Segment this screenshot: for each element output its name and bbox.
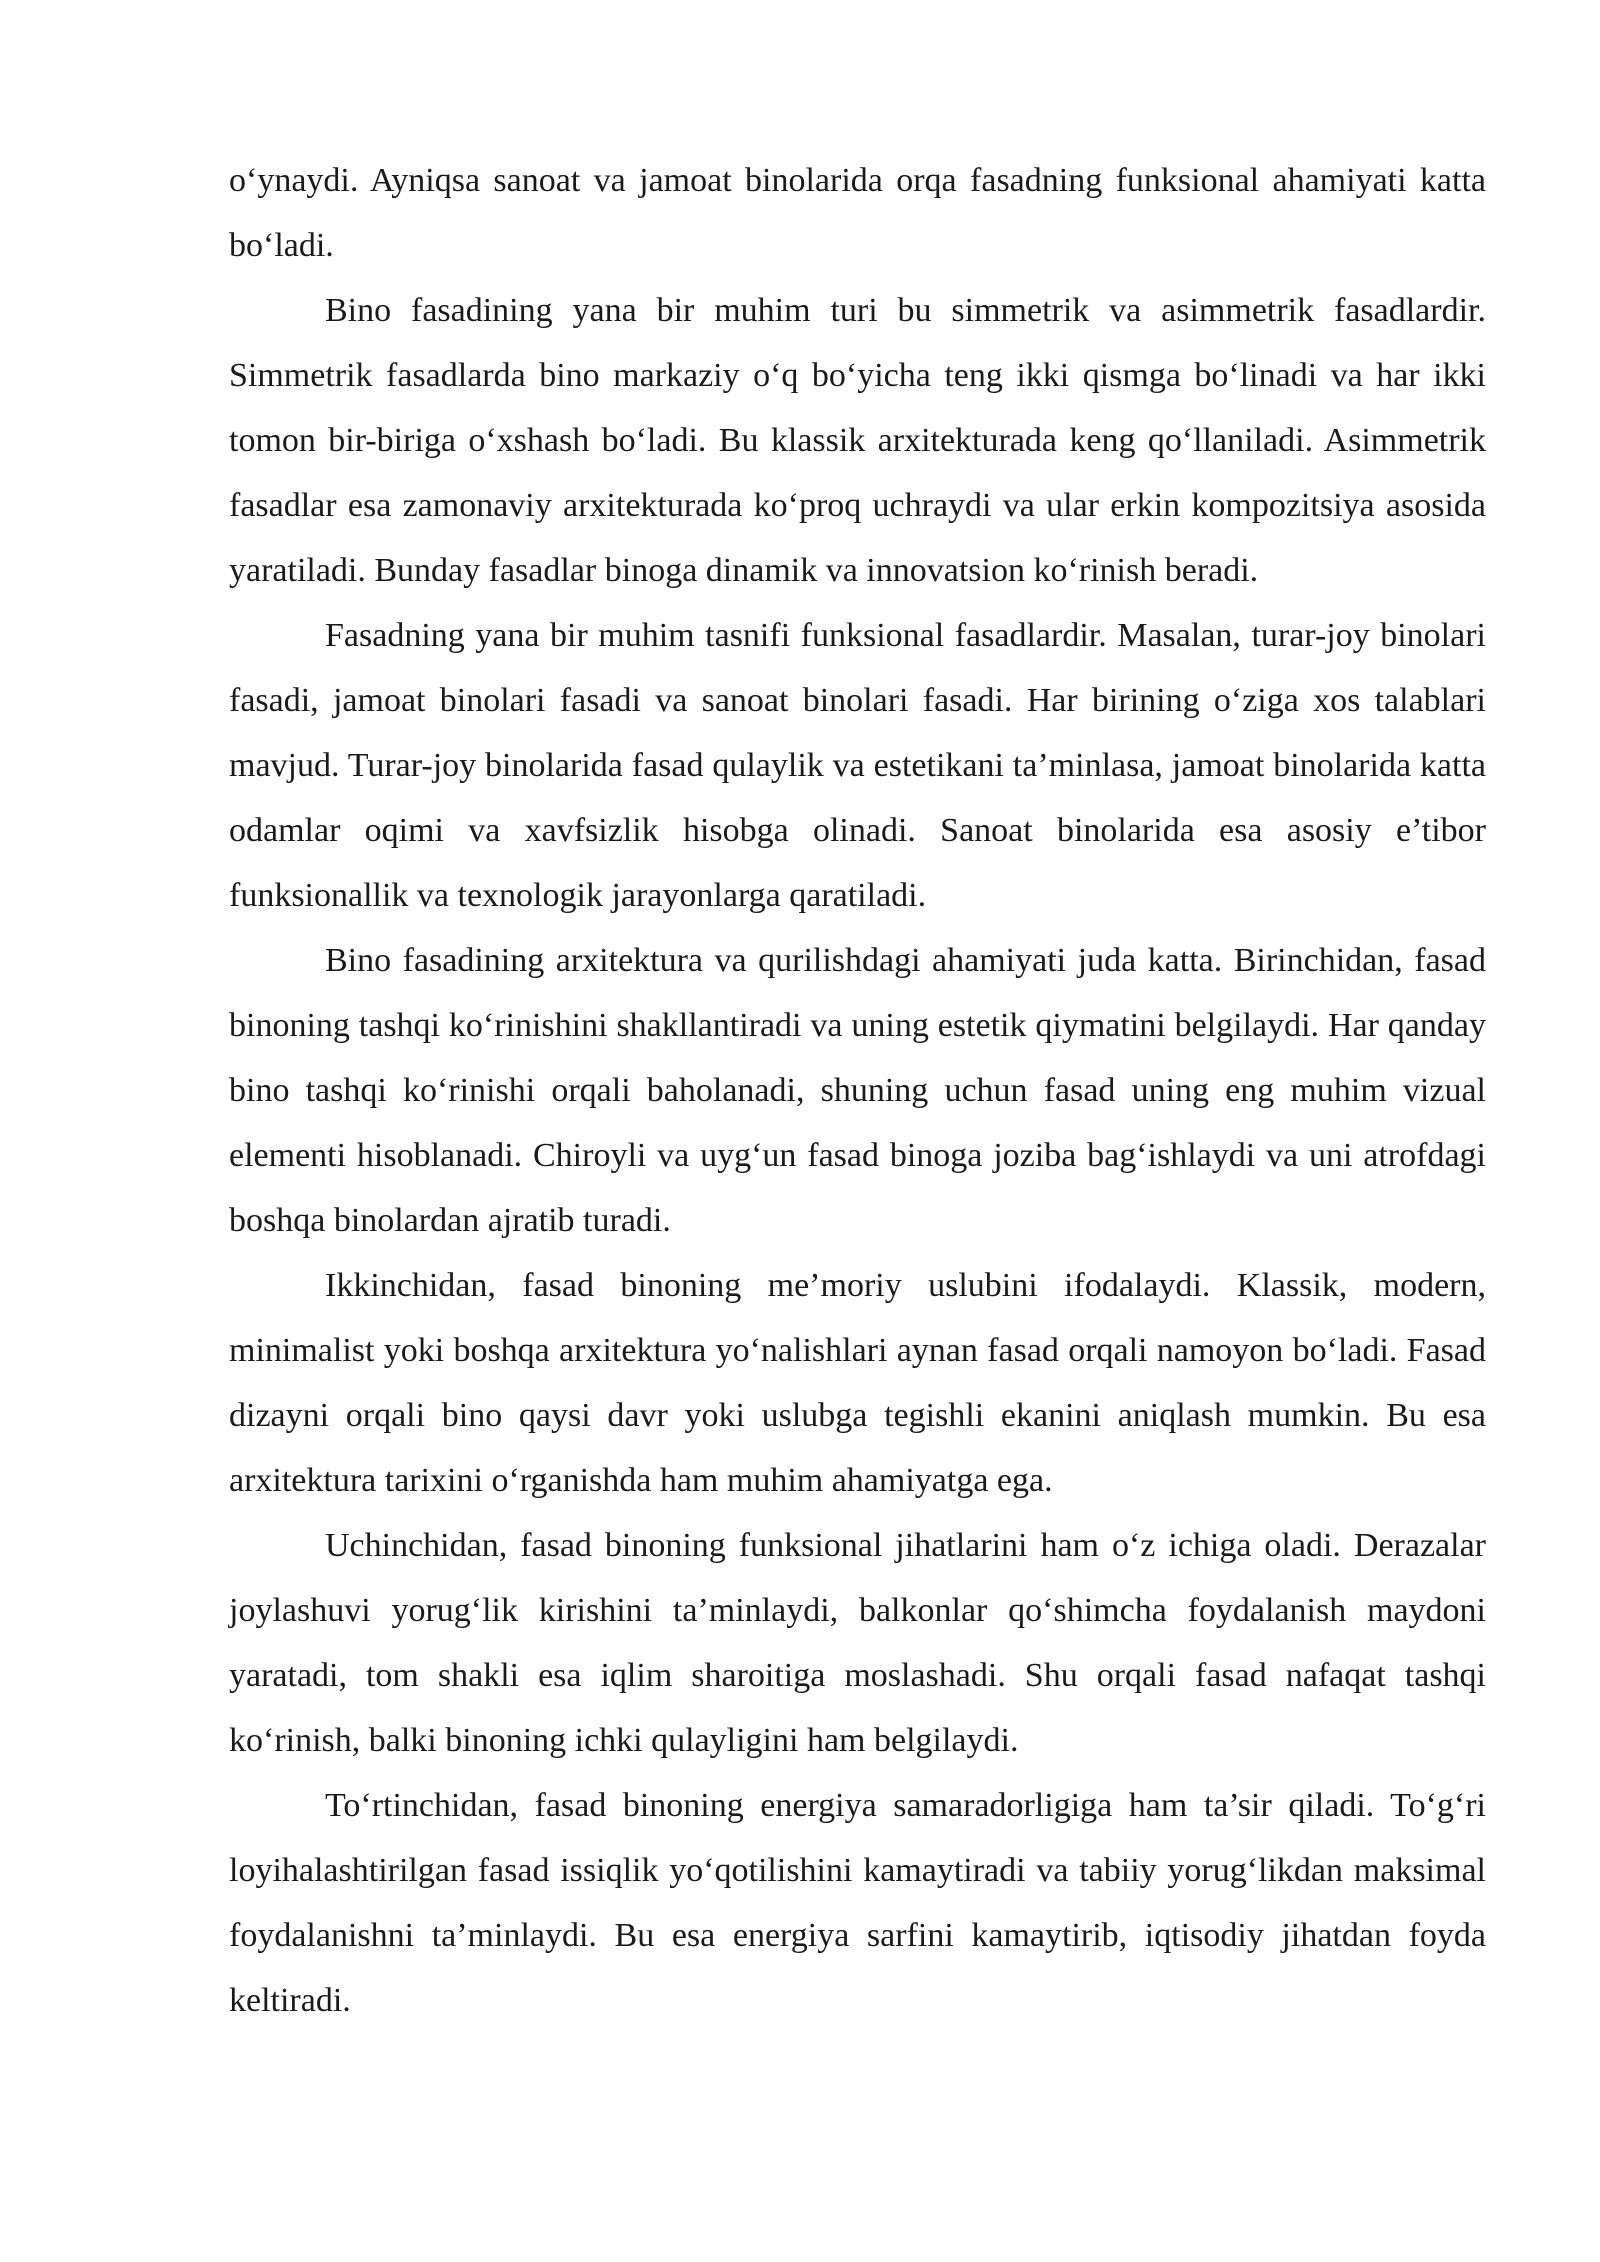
paragraph-fourth-importance: To‘rtinchidan, fasad binoning energiya samaradorligiga ham ta’sir qiladi. To‘g‘ri loyihalashtirilgan fasad issiqlik yo‘qotilishini kamaytiradi va tabiiy yorug‘likdan maksimal foydalanishni ta’minlaydi. Bu esa energiya sarfini kamaytirib, iqtisodiy jihatdan foyda keltiradi. — [229, 1787, 1486, 2019]
paragraph-third-importance: Uchinchidan, fasad binoning funksional jihatlarini ham o‘z ichiga oladi. Derazalar joylashuvi yorug‘lik kirishini ta’minlaydi, balkonlar qo‘shimcha foydalanish maydoni yaratadi, tom shakli esa iqlim sharoitiga moslashadi. Shu orqali fasad nafaqat tashqi ko‘rinish, balki binoning ichki qulayligini ham belgilaydi. — [229, 1527, 1486, 1759]
paragraph-first-importance: Bino fasadining arxitektura va qurilishdagi ahamiyati juda katta. Birinchidan, fasad binoning tashqi ko‘rinishini shakllantiradi va uning estetik qiymatini belgilaydi. Har qanday bino tashqi ko‘rinishi orqali baholanadi, shuning uchun fasad uning eng muhim vizual elementi hisoblanadi. Chiroyli va uyg‘un fasad binoga joziba bag‘ishlaydi va uni atrofdagi boshqa binolardan ajratib turadi. — [229, 942, 1486, 1239]
paragraph-second-importance: Ikkinchidan, fasad binoning me’moriy uslubini ifodalaydi. Klassik, modern, minimalist yoki boshqa arxitektura yo‘nalishlari aynan fasad orqali namoyon bo‘ladi. Fasad dizayni orqali bino qaysi davr yoki uslubga tegishli ekanini aniqlash mumkin. Bu esa arxitektura tarixini o‘rganishda ham muhim ahamiyatga ega. — [229, 1267, 1486, 1499]
paragraph-symmetric-facades: Bino fasadining yana bir muhim turi bu simmetrik va asimmetrik fasadlardir. Simmetrik fasadlarda bino markaziy o‘q bo‘yicha teng ikki qismga bo‘linadi va har ikki tomon bir-biriga o‘xshash bo‘ladi. Bu klassik arxitekturada keng qo‘llaniladi. Asimmetrik fasadlar esa zamonaviy arxitekturada ko‘proq uchraydi va ular erkin kompozitsiya asosida yaratiladi. Bunday fasadlar binoga dinamik va innovatsion ko‘rinish beradi. — [229, 292, 1486, 589]
paragraph-continuation: o‘ynaydi. Ayniqsa sanoat va jamoat binolarida orqa fasadning funksional ahamiyati katta bo‘ladi. — [229, 162, 1486, 264]
document-body — [229, 148, 1486, 2033]
paragraph-functional-facades: Fasadning yana bir muhim tasnifi funksional fasadlardir. Masalan, turar-joy binolari fasadi, jamoat binolari fasadi va sanoat binolari fasadi. Har birining o‘ziga xos talablari mavjud. Turar-joy binolarida fasad qulaylik va estetikani ta’minlasa, jamoat binolarida katta odamlar oqimi va xavfsizlik hisobga olinadi. Sanoat binolarida esa asosiy e’tibor funksionallik va texnologik jarayonlarga qaratiladi. — [229, 617, 1486, 914]
